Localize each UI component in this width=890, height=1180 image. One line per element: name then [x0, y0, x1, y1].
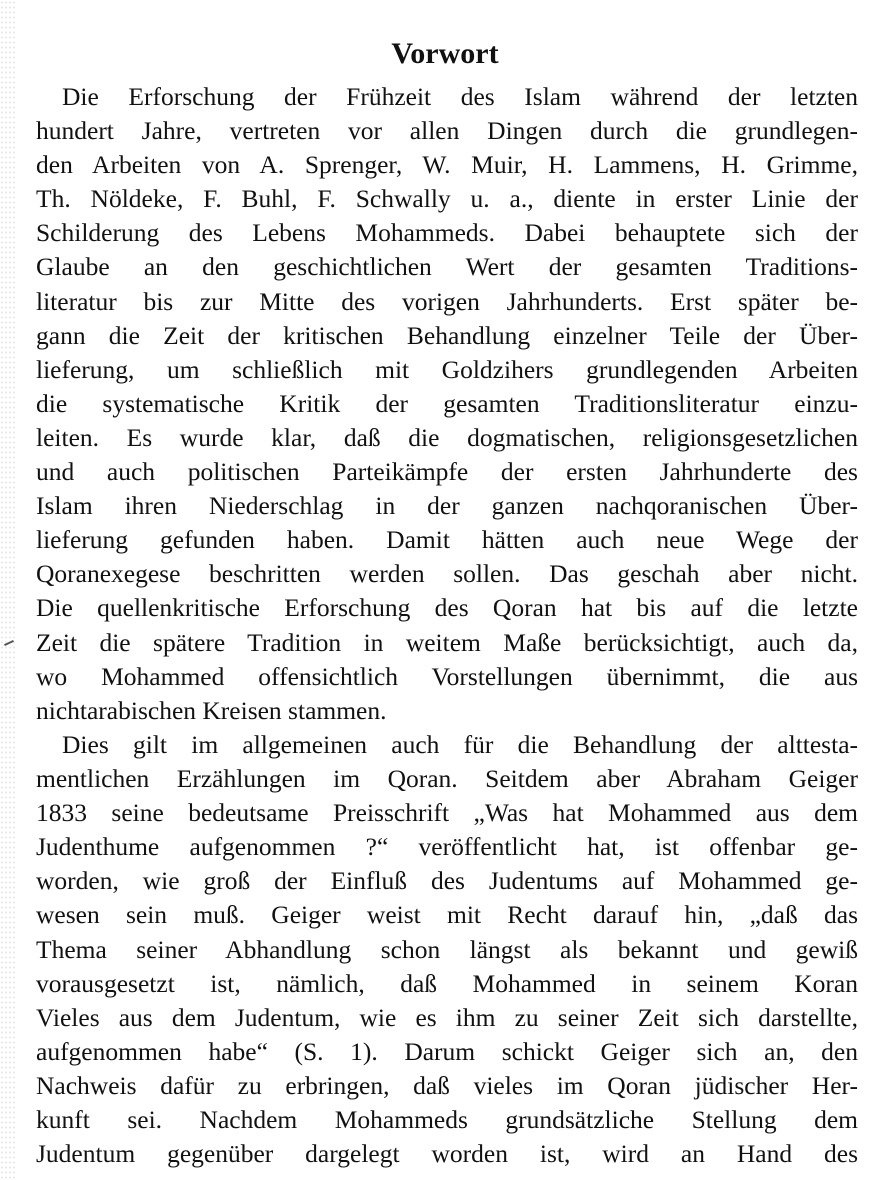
text-line: Judentum gegenüber dargelegt worden ist, wird an Hand des [36, 1139, 858, 1169]
text-line: Judenthume aufgenommen ?“ veröffentlicht hat, ist offenbar ge- [36, 832, 858, 862]
text-line: nichtarabischen Kreisen stammen. [36, 695, 387, 725]
paragraph-2 [36, 728, 858, 1171]
text-line: Glaube an den geschichtlichen Wert der gesamten Traditions- [36, 252, 858, 282]
text-line: worden, wie groß der Einfluß des Judentums auf Mohammed ge- [36, 866, 858, 896]
text-line: Vieles aus dem Judentum, wie es ihm zu seiner Zeit sich darstellte, [36, 1002, 858, 1032]
text-line: Schilderung des Lebens Mohammeds. Dabei behauptete sich der [36, 218, 858, 248]
scan-edge-noise [0, 0, 16, 1180]
text-line: den Arbeiten von A. Sprenger, W. Muir, H. Lammens, H. Grimme, [36, 150, 858, 180]
text-line: Dies gilt im allgemeinen auch für die Behandlung der alttesta- [62, 730, 858, 759]
text-line: Thema seiner Abhandlung schon längst als bekannt und gewiß [36, 934, 858, 964]
text-line: gann die Zeit der kritischen Behandlung einzelner Teile der Über- [36, 320, 858, 350]
text-line: hundert Jahre, vertreten vor allen Dingen durch die grundlegen- [36, 116, 858, 146]
text-line: kunft sei. Nachdem Mohammeds grundsätzliche Stellung dem [36, 1105, 858, 1135]
text-line: Nachweis dafür zu erbringen, daß vieles im Qoran jüdischer Her- [36, 1070, 858, 1100]
text-line: lieferung gefunden haben. Damit hätten auch neue Wege der [36, 525, 858, 555]
text-line: literatur bis zur Mitte des vorigen Jahrhunderts. Erst später be- [36, 286, 858, 316]
text-line: Die Erforschung der Frühzeit des Islam während der letzten [62, 82, 858, 111]
page-title: Vorwort [391, 37, 499, 70]
text-line: Qoranexegese beschritten werden sollen. Das geschah aber nicht. [36, 559, 858, 589]
text-line: wesen sein muß. Geiger weist mit Recht darauf hin, „daß das [36, 900, 858, 930]
text-line: lieferung, um schließlich mit Goldzihers grundlegenden Arbeiten [36, 354, 858, 384]
text-line: Th. Nöldeke, F. Buhl, F. Schwally u. a., diente in erster Linie der [36, 184, 858, 214]
text-line: und auch politischen Parteikämpfe der ersten Jahrhunderte des [36, 457, 858, 487]
text-line: 1833 seine bedeutsame Preisschrift „Was hat Mohammed aus dem [36, 798, 858, 828]
text-line: mentlichen Erzählungen im Qoran. Seitdem aber Abraham Geiger [36, 764, 858, 794]
text-line: vorausgesetzt ist, nämlich, daß Mohammed in seinem Koran [36, 968, 858, 998]
text-line: leiten. Es wurde klar, daß die dogmatischen, religionsgesetzlichen [36, 422, 858, 452]
text-line: aufgenommen habe“ (S. 1). Darum schickt Geiger sich an, den [36, 1036, 858, 1066]
text-line: Die quellenkritische Erforschung des Qoran hat bis auf die letzte [36, 593, 858, 623]
text-line: Zeit die spätere Tradition in weitem Maße berücksichtigt, auch da, [36, 627, 858, 657]
text-line: wo Mohammed offensichtlich Vorstellungen übernimmt, die aus [36, 661, 858, 691]
paragraph-1 [36, 80, 858, 728]
text-line: Islam ihren Niederschlag in der ganzen nachqoranischen Über- [36, 491, 858, 521]
text-line: die systematische Kritik der gesamten Traditionsliteratur einzu- [36, 388, 858, 418]
